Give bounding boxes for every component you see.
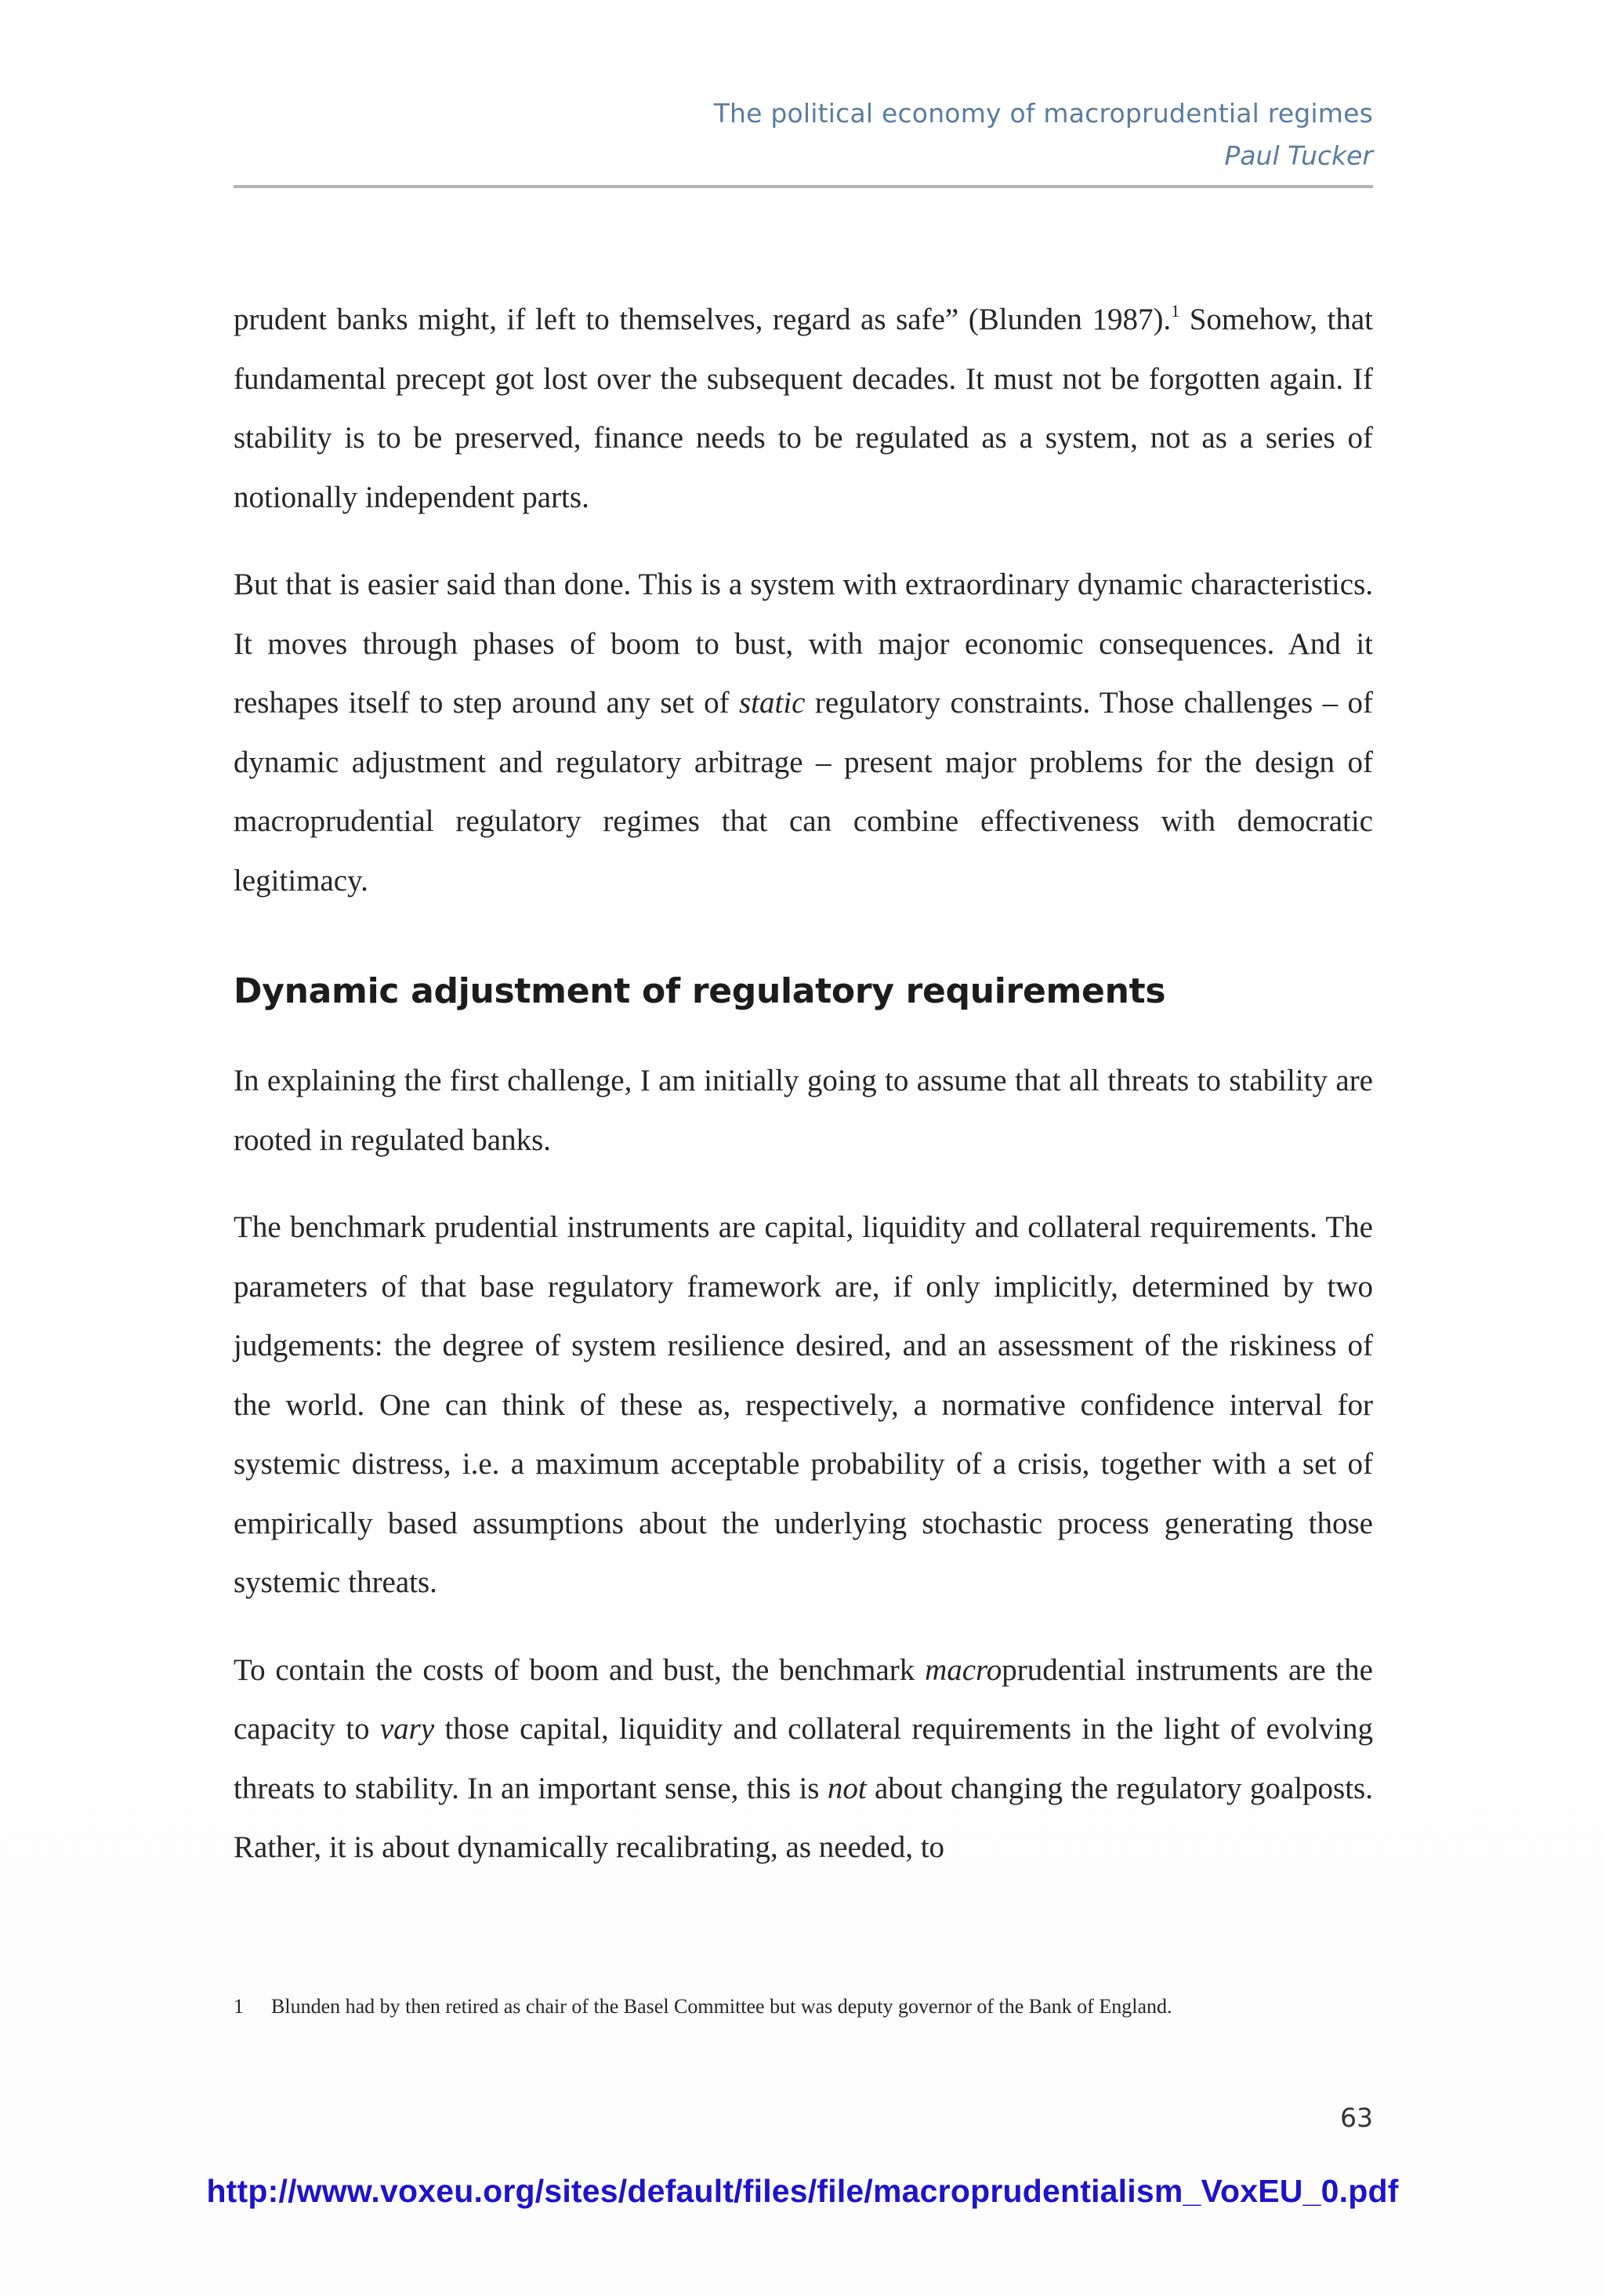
running-header [234,92,1373,177]
paragraph-5-italic-1: macro [925,1652,1002,1687]
paragraph-2-text-a: But that is easier said than done. This is a system with extraordinary dynamic characteristics. It moves through phases of boom to bust, with major economic consequences. And it reshapes itself to step around any set of [234,568,1373,720]
footnote [234,1991,1373,2022]
source-url-link[interactable]: http://www.voxeu.org/sites/default/files/file/macroprudentialism_VoxEU_0.pdf [206,2173,1399,2209]
paragraph-5 [234,1641,1373,1877]
paragraph-3: In explaining the first challenge, I am initially going to assume that all threats to stability are rooted in regulated banks. [234,1064,1373,1157]
paragraph-1-text-a: prudent banks might, if left to themselves, regard as safe” (Blunden 1987). [234,303,1172,336]
paragraph-4: The benchmark prudential instruments are capital, liquidity and collateral requirements. The parameters of that base regulatory framework are, if only implicitly, determined by two judgements: the degree of system resilience desired, and an assessment of the riskiness of the world. One can think of these as, respectively, a normative confidence interval for systemic distress, i.e. a maximum acceptable probability of a crisis, together with a set of empirically based assumptions about the underlying stochastic process generating those systemic threats. [234,1210,1373,1599]
paragraph-5-text-a: To contain the costs of boom and bust, the benchmark [234,1652,926,1687]
paragraph-5-italic-2: vary [379,1712,435,1746]
body-content [234,290,1373,1906]
footnote-marker[interactable]: 1 [1171,301,1180,321]
paragraph-5-text-c: those capital, liquidity and collateral requirements in the light of evolving threats to stability. In an important sense, this is [234,1712,1373,1805]
paragraph-5-text-d: about changing the regulatory goalposts. Rather, it is about dynamically recalibrating, as needed, to [234,1771,1373,1864]
footnote-number: 1 [234,1995,244,2018]
paragraph-1-text-b: Somehow, that fundamental precept got lost over the subsequent decades. It must not be forgotten again. If stability is to be preserved, finance needs to be regulated as a system, not as a series of notionally independent parts. [234,303,1373,514]
paragraph-2-text-b: regulatory constraints. Those challenges – of dynamic adjustment and regulatory arbitrage – present major problems for the design of macroprudential regulatory regimes that can combine effectiveness with democratic legitimacy. [234,686,1373,898]
header-title: The political economy of macroprudential regimes [713,98,1373,129]
page-number: 63 [1340,2102,1373,2133]
header-author: Paul Tucker [1224,140,1373,171]
paragraph-5-text-b: prudential instruments are the capacity to [234,1652,1373,1746]
paragraph-1 [234,290,1373,527]
paragraph-2 [234,555,1373,910]
header-divider [234,185,1373,188]
paragraph-5-italic-3: not [827,1771,867,1805]
paragraph-2-italic: static [738,686,806,720]
footnote-text: Blunden had by then retired as chair of the Basel Committee but was deputy governor of the Bank of England. [271,1995,1172,2018]
section-heading: Dynamic adjustment of regulatory requirements [234,971,1166,1011]
